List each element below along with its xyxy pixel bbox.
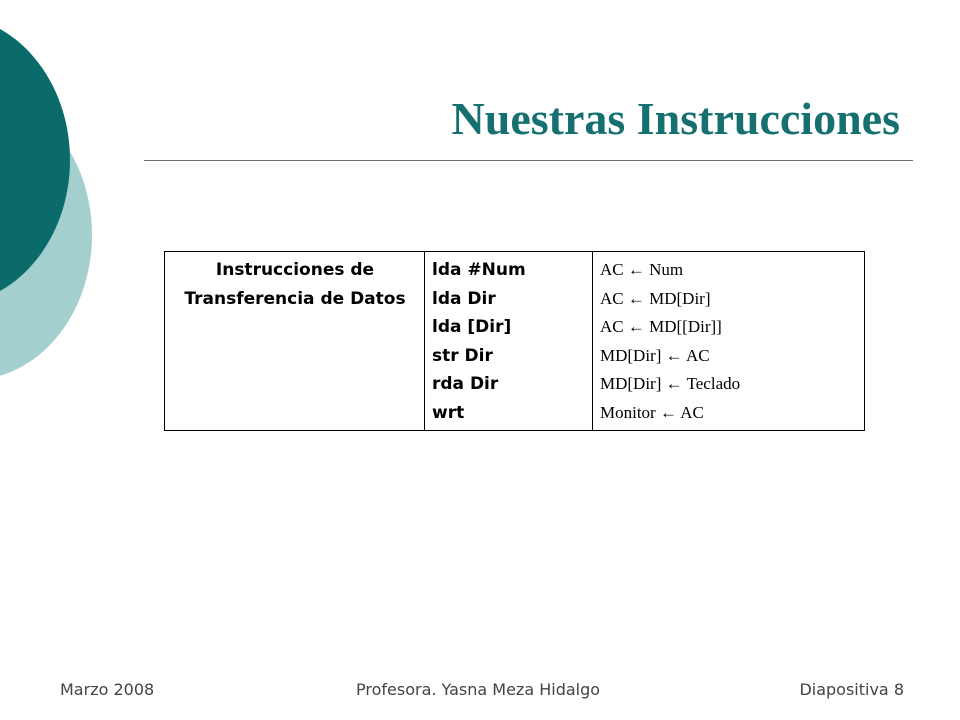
table-row (165, 252, 865, 431)
instruction-line: str Dir (432, 345, 493, 366)
action-cell (593, 252, 865, 431)
footer-author: Profesora. Yasna Meza Hidalgo (356, 680, 601, 699)
instruction-line: rda Dir (432, 374, 499, 394)
action-line: AC ← MD[Dir] (600, 288, 711, 308)
action-line: AC ← MD[[Dir]] (600, 317, 722, 336)
action-line: Monitor ← AC (600, 402, 704, 422)
instruction-line: lda Dir (432, 288, 496, 309)
instruction-table (164, 251, 865, 431)
instruction-line: lda [Dir] (432, 317, 512, 337)
action-line: AC ← Num (600, 260, 684, 279)
footer-slide-number: Diapositiva 8 (799, 680, 904, 699)
action-line: MD[Dir] ← Teclado (600, 374, 741, 393)
title-divider (144, 160, 913, 161)
instruction-line: lda #Num (432, 260, 526, 280)
instruction-line: wrt (432, 402, 465, 423)
action-line: MD[Dir] ← AC (600, 345, 710, 365)
slide-title: Nuestras Instrucciones (451, 93, 900, 144)
footer-date: Marzo 2008 (60, 680, 155, 699)
category-cell: Instrucciones de Transferencia de Datos (165, 252, 425, 431)
instruction-cell (425, 252, 593, 431)
